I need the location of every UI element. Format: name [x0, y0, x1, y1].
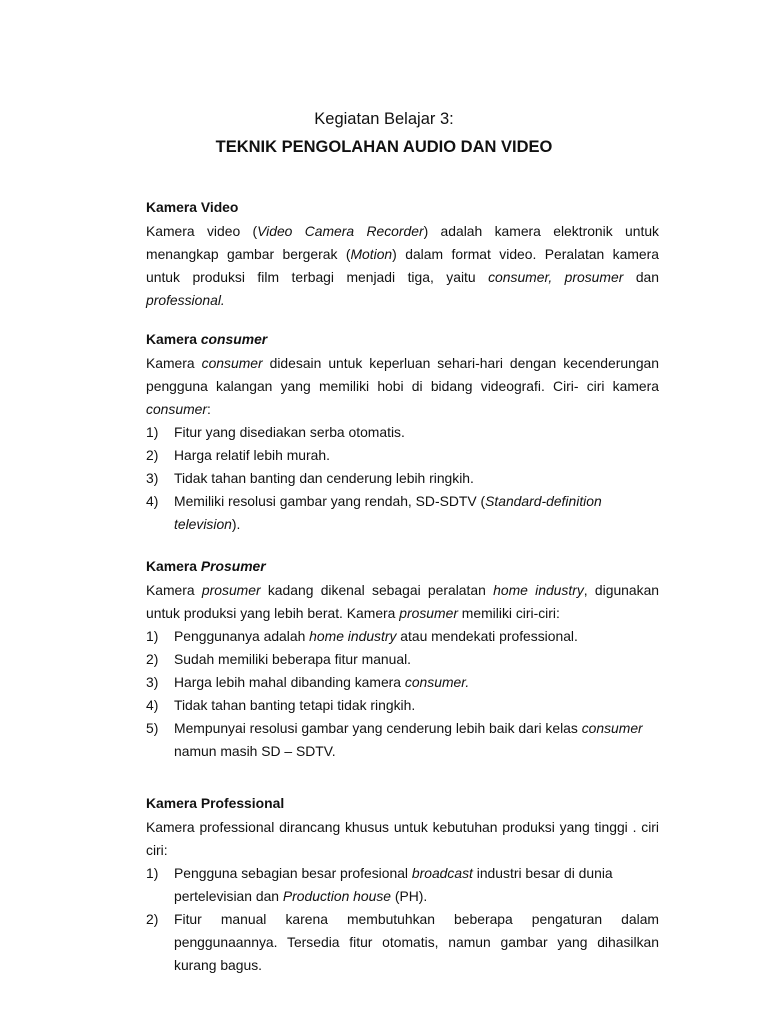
section-title: Kamera Prosumer	[146, 558, 266, 574]
section-title: Kamera Professional	[146, 795, 285, 811]
list-item: 5) Mempunyai resolusi gambar yang cenderung lebih baik dari kelas consumer namun masih SD – SDTV.	[146, 720, 643, 759]
section-kamera-prosumer	[146, 557, 659, 763]
list-item: 2) Fitur manual karena membutuhkan beberapa pengaturan dalam penggunaannya. Tersedia fitur otomatis, namun gambar yang dihasilkan kurang bagus.	[146, 911, 659, 973]
section-kamera-professional	[146, 794, 659, 977]
paragraph: Kamera video (Video Camera Recorder) adalah kamera elektronik untuk menangkap gambar bergerak (Motion) dalam format video. Peralatan kamera untuk produksi film terbagi menjadi tiga, yaitu consumer, prosumer dan professional.	[146, 223, 660, 308]
list-item: 2) Sudah memiliki beberapa fitur manual.	[146, 651, 412, 667]
list-item: 1) Fitur yang disediakan serba otomatis.	[146, 424, 405, 440]
paragraph: Kamera consumer didesain untuk keperluan sehari-hari dengan kecenderungan pengguna kalangan yang memiliki hobi di bidang videografi. Ciri- ciri kamera consumer:	[146, 355, 659, 417]
feature-list	[146, 625, 659, 763]
section-kamera-video	[146, 198, 659, 312]
section-title: Kamera Video	[146, 199, 239, 215]
chapter-title: TEKNIK PENGOLAHAN AUDIO DAN VIDEO	[215, 138, 553, 156]
list-item: 4) Memiliki resolusi gambar yang rendah, SD-SDTV (Standard-definition television).	[146, 493, 602, 532]
section-title: Kamera consumer	[146, 331, 268, 347]
feature-list	[146, 862, 659, 977]
list-item: 1) Pengguna sebagian besar profesional broadcast industri besar di dunia pertelevisian dan Production house (PH).	[146, 865, 613, 904]
list-item: 3) Tidak tahan banting dan cenderung lebih ringkih.	[146, 470, 474, 486]
list-item: 2) Harga relatif lebih murah.	[146, 447, 330, 463]
paragraph: Kamera prosumer kadang dikenal sebagai peralatan home industry, digunakan untuk produksi yang lebih berat. Kamera prosumer memiliki ciri-ciri:	[146, 582, 660, 621]
chapter-label: Kegiatan Belajar 3:	[314, 110, 454, 128]
list-item: 1) Penggunanya adalah home industry atau mendekati professional.	[146, 628, 578, 644]
list-item: 3) Harga lebih mahal dibanding kamera consumer.	[146, 674, 470, 690]
list-item: 4) Tidak tahan banting tetapi tidak ringkih.	[146, 697, 416, 713]
feature-list	[146, 421, 659, 536]
paragraph: Kamera professional dirancang khusus untuk kebutuhan produksi yang tinggi . ciri ciri:	[146, 819, 659, 858]
section-kamera-consumer	[146, 330, 659, 536]
